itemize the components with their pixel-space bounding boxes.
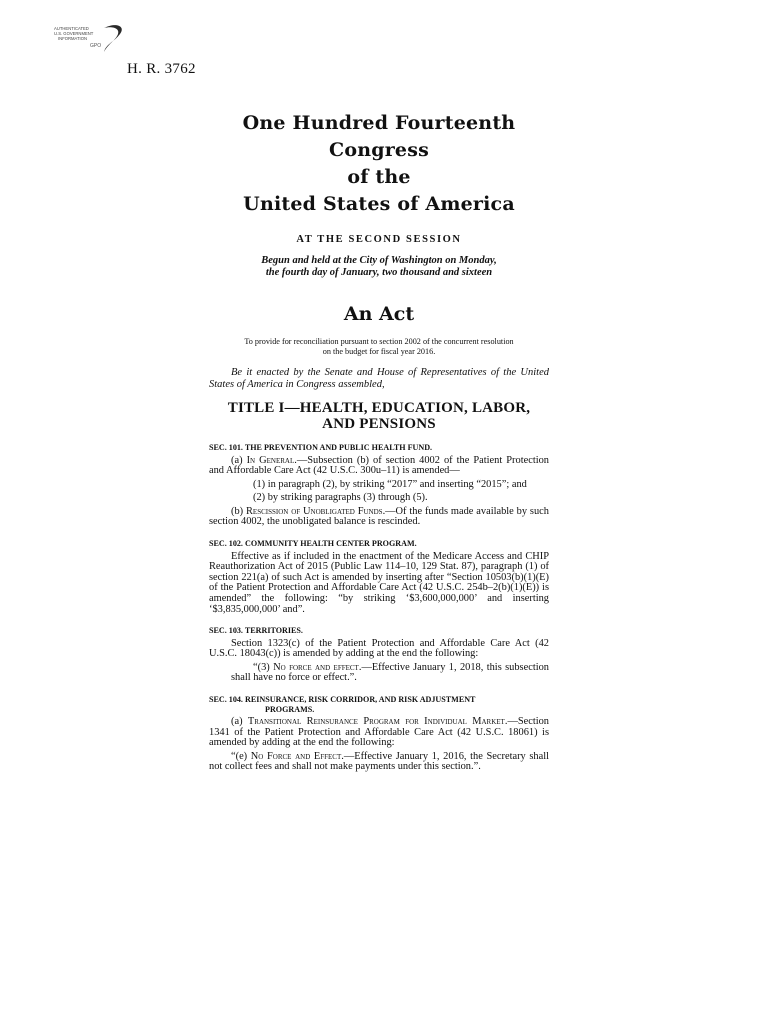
seal-line-2: U.S. GOVERNMENT (54, 31, 94, 36)
sec-103-heading: SEC. 103. TERRITORIES. (209, 626, 303, 636)
act-purpose (209, 337, 549, 357)
sec-104-quote-text: .—Effective January 1, 2016, the Secretary shall not collect fees and shall not make payments under this section.”. (209, 750, 549, 773)
seal-line-4: GPO (90, 43, 102, 49)
sec-101-subsection-a (209, 456, 549, 477)
sec-101-paragraph-2: (2) by striking paragraphs (3) through (5). (253, 492, 428, 504)
sec-104-subsection-a (209, 717, 549, 749)
sec-101-subsection-b (209, 507, 549, 528)
sec-104-a-label: (a) (231, 716, 243, 727)
congress-heading-line-2: of the (347, 166, 411, 188)
sec-102-heading: SEC. 102. COMMUNITY HEALTH CENTER PROGRAM. (209, 539, 417, 549)
sec-101-b-text: .—Of the funds made available by such section 4002, the unobligated balance is rescinded. (209, 505, 549, 528)
sec-104-a-caption: Transitional Reinsurance Program for Individual Market (247, 716, 505, 727)
eagle-icon (104, 25, 122, 52)
begun-line-2: the fourth day of January, two thousand and sixteen (265, 267, 493, 278)
seal-line-3: INFORMATION (58, 36, 87, 41)
enacting-clause: Be it enacted by the Senate and House of Representatives of the United States of America in Congress assembled, (209, 367, 549, 390)
sec-101-b-label: (b) (231, 505, 244, 517)
sec-103-quoted-paragraph (209, 663, 549, 684)
sec-104-a-text: .—Section 1341 of the Patient Protection and Affordable Care Act (42 U.S.C. 18061) is amended by adding at the end the following: (209, 716, 549, 749)
sec-101-b-caption: Rescission of Unobligated Funds (246, 505, 383, 517)
congress-heading-line-3: United States of America (243, 193, 515, 215)
sec-104-heading-line-2: PROGRAMS. (265, 704, 315, 714)
sec-104-quoted-subsection (209, 752, 549, 773)
gpo-authentication-seal (54, 22, 128, 56)
congress-heading-line-1: One Hundred Fourteenth Congress (242, 112, 516, 161)
sec-101-heading: SEC. 101. THE PREVENTION AND PUBLIC HEALTH FUND. (209, 443, 433, 452)
sec-103-quote-caption: No force and effect (273, 661, 359, 673)
sec-103-text: Section 1323(c) of the Patient Protection and Affordable Care Act (42 U.S.C. 18043(c)) is amended by adding at the end the following: (209, 637, 549, 660)
title-heading (209, 400, 549, 432)
sec-104-heading (209, 695, 549, 714)
sec-101-paragraph-1: (1) in paragraph (2), by striking “2017” and inserting “2015”; and (253, 478, 527, 490)
sec-102-text: Effective as if included in the enactment of the Medicare Access and CHIP Reauthorization Act of 2015 (Public Law 114–10, 129 Stat. 87), paragraph (1) of section 221(a) of such Act is amended by inserting after “Section 10503(b)(1)(E) of the Patient Protection and Affordable Care Act (42 U.S.C. 254b–2(b)(1)(E)) is amended” the following: “by striking ‘$3,600,000,000’ and inserting ‘$3,835,000,000’ and”. (209, 550, 549, 615)
purpose-line-1: To provide for reconciliation pursuant to section 2002 of the concurrent resolution (244, 337, 514, 346)
sec-101-a-caption: In General (246, 454, 295, 466)
begun-line-1: Begun and held at the City of Washington on Monday, (261, 255, 497, 266)
sec-103-quote-text: .—Effective January 1, 2018, this subsection shall have no force or effect.”. (231, 661, 549, 684)
sec-104-quote-caption: No Force and Effect (250, 750, 342, 762)
seal-line-1: AUTHENTICATED (54, 26, 89, 31)
sec-101-a-text: .—Subsection (b) of section 4002 of the Patient Protection and Affordable Care Act (42 U.S.C. 300u–11) is amended— (209, 454, 549, 477)
sec-103-quote-label: “(3) (253, 661, 270, 673)
begun-statement (209, 255, 549, 279)
session-line: AT THE SECOND SESSION (296, 234, 462, 245)
sec-101-a-label: (a) (231, 454, 243, 466)
title-line-2: AND PENSIONS (322, 416, 436, 432)
bill-number: H. R. 3762 (127, 61, 196, 77)
congress-heading (209, 110, 549, 218)
purpose-line-2: on the budget for fiscal year 2016. (322, 347, 436, 356)
sec-104-heading-line-1: SEC. 104. REINSURANCE, RISK CORRIDOR, AND RISK ADJUSTMENT (209, 695, 476, 704)
title-line-1: TITLE I—HEALTH, EDUCATION, LABOR, (227, 400, 531, 416)
sec-104-quote-label: “(e) (231, 750, 248, 762)
an-act-heading: An Act (343, 303, 415, 325)
document-body (209, 110, 549, 773)
